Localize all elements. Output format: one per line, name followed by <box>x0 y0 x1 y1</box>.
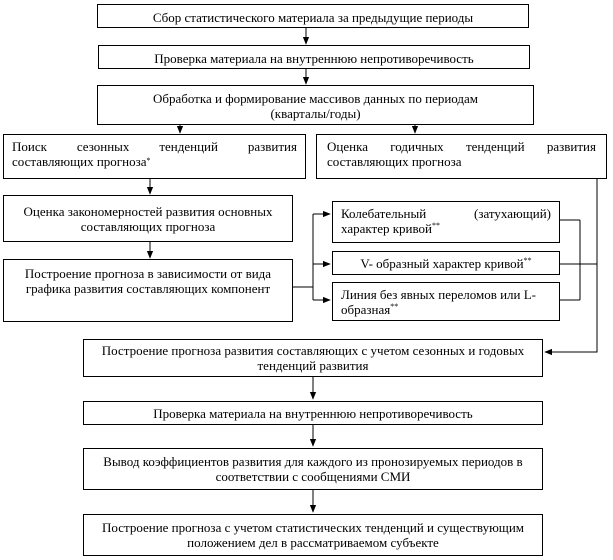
footnote-mark: ** <box>390 302 399 311</box>
node-build-by-graph-text: Построение прогноза в зависимости от вида графика развития составляющих компонент <box>24 266 272 296</box>
node-check-material <box>98 45 530 69</box>
node-check-material-2 <box>83 401 543 425</box>
node-build-by-graph <box>3 259 293 322</box>
node-assess-patterns-text: Оценка закономерностей развития основных составляющих прогноза <box>23 204 273 234</box>
node-process-arrays-line1: Обработка и формирование массивов данных по периодам <box>152 91 479 106</box>
node-check-material-text: Проверка материала на внутреннюю непротиворечивость <box>154 51 474 66</box>
footnote-mark: ** <box>432 221 440 230</box>
node-v-shaped-curve-text: V- образный характер кривой <box>360 256 524 271</box>
node-process-arrays-line2: (кварталы/годы) <box>270 106 361 121</box>
node-seasonal-trends-text: Поиск сезонных тенденций развития составляющих прогноза <box>12 139 297 169</box>
node-derive-coefficients-text: Вывод коэффициентов развития для каждого из пронозируемых периодов в соответствии с сообщениями СМИ <box>103 454 523 484</box>
node-oscillating-curve-text: Колебательный (затухающий) характер кривой <box>341 206 551 236</box>
node-l-shaped-line-text: Линия без явных переломов или L- образная <box>341 287 537 317</box>
node-seasonal-trends <box>3 134 306 179</box>
node-l-shaped-line <box>332 282 560 321</box>
node-annual-trends <box>316 134 607 179</box>
node-annual-trends-text: Оценка годичных тенденций развития составляющих прогноза <box>327 139 596 169</box>
footnote-mark: * <box>146 156 151 165</box>
footnote-mark: ** <box>523 256 532 265</box>
node-oscillating-curve <box>332 201 560 243</box>
node-collect-data <box>97 4 529 28</box>
node-check-material-2-text: Проверка материала на внутреннюю непротиворечивость <box>153 406 473 421</box>
node-assess-patterns <box>3 195 293 242</box>
node-derive-coefficients <box>83 448 543 490</box>
node-final-forecast-text: Построение прогноза с учетом статистических тенденций и существующим положением дел в рассматриваемом субъекте <box>102 520 524 550</box>
node-final-forecast <box>83 514 543 556</box>
node-collect-data-text: Сбор статистического материала за предыдущие периоды <box>152 10 474 25</box>
node-process-arrays <box>97 85 534 125</box>
node-v-shaped-curve <box>332 251 560 275</box>
node-build-seasonal-annual-text: Построение прогноза развития составляющих с учетом сезонных и годовых тенденций развития <box>101 343 525 373</box>
node-build-seasonal-annual <box>83 339 543 377</box>
